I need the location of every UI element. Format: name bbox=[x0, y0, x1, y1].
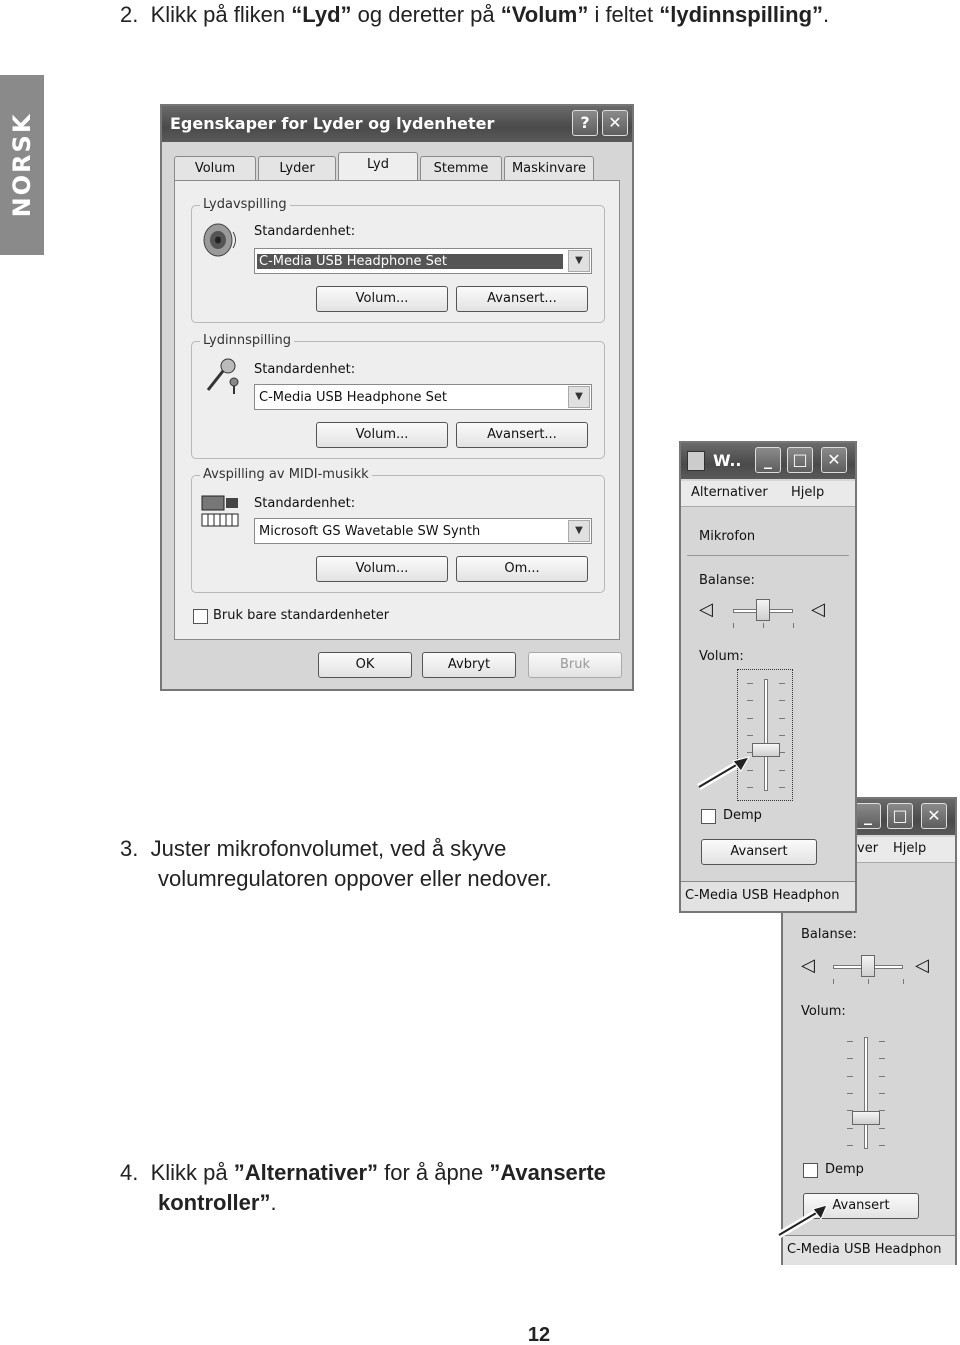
step-bold: “Lyd” bbox=[291, 2, 352, 27]
close-button[interactable]: ✕ bbox=[602, 110, 628, 136]
volume-tick bbox=[847, 1145, 853, 1146]
menu-help[interactable]: Hjelp bbox=[791, 485, 825, 500]
step-text: Klikk på bbox=[150, 1160, 234, 1185]
playback-volume-button[interactable]: Volum... bbox=[316, 286, 448, 312]
default-device-label: Standardenhet: bbox=[254, 224, 356, 239]
playback-advanced-button[interactable]: Avansert... bbox=[456, 286, 588, 312]
menu-alternatives[interactable]: Alternativer bbox=[691, 485, 768, 500]
close-icon[interactable]: ✕ bbox=[821, 447, 847, 473]
playback-device-select[interactable] bbox=[254, 248, 592, 274]
page-number: 12 bbox=[527, 1324, 551, 1345]
select-value: Microsoft GS Wavetable SW Synth bbox=[259, 524, 481, 539]
minimize-icon[interactable]: _ bbox=[755, 447, 781, 473]
mixer-front-titlebar bbox=[681, 443, 855, 479]
menu-help[interactable]: Hjelp bbox=[893, 841, 927, 856]
balance-slider[interactable] bbox=[861, 955, 875, 977]
recording-advanced-button[interactable]: Avansert... bbox=[456, 422, 588, 448]
mute-label: Demp bbox=[723, 808, 762, 823]
volume-tick bbox=[779, 718, 785, 719]
volume-tick bbox=[879, 1058, 885, 1059]
mixer-window-front bbox=[679, 441, 857, 913]
volume-tick bbox=[847, 1058, 853, 1059]
mixer-title: W.. bbox=[713, 451, 742, 470]
recording-device-select[interactable] bbox=[254, 384, 592, 410]
checkbox-label: Bruk bare standardenheter bbox=[213, 608, 390, 623]
step-text: . bbox=[270, 1190, 277, 1215]
volume-tick bbox=[879, 1145, 885, 1146]
balance-tick bbox=[903, 979, 904, 984]
step-number: 4. bbox=[120, 1160, 139, 1185]
tab-panel bbox=[174, 180, 620, 640]
volume-thumb[interactable] bbox=[852, 1111, 880, 1125]
step-text: i feltet bbox=[588, 2, 660, 27]
volume-tick bbox=[747, 700, 753, 701]
chevron-down-icon: ▼ bbox=[568, 250, 590, 272]
step-text: Klikk på fliken bbox=[150, 2, 292, 27]
pointer-arrow-icon bbox=[775, 1199, 835, 1239]
step-bold: ”Avanserte bbox=[489, 1160, 606, 1185]
volume-track bbox=[864, 1037, 868, 1149]
step-number: 3. bbox=[120, 836, 139, 861]
mixer-app-icon bbox=[687, 451, 705, 471]
tab-stemme[interactable]: Stemme bbox=[420, 156, 502, 182]
status-text: C-Media USB Headphon bbox=[685, 888, 840, 903]
midi-about-button[interactable]: Om... bbox=[456, 556, 588, 582]
language-label: NORSK bbox=[8, 112, 36, 218]
select-value: C-Media USB Headphone Set bbox=[257, 254, 563, 269]
microphone-icon bbox=[200, 356, 240, 396]
tab-volum[interactable]: Volum bbox=[174, 156, 256, 182]
maximize-icon[interactable]: □ bbox=[887, 803, 913, 829]
midi-volume-button[interactable]: Volum... bbox=[316, 556, 448, 582]
volume-tick bbox=[847, 1093, 853, 1094]
step-number: 2. bbox=[120, 2, 139, 27]
separator bbox=[687, 555, 849, 556]
default-device-label: Standardenhet: bbox=[254, 362, 356, 377]
volume-tick bbox=[847, 1041, 853, 1042]
dialog-title: Egenskaper for Lyder og lydenheter bbox=[170, 114, 495, 133]
step-text: og deretter på bbox=[351, 2, 501, 27]
speaker-right-icon: ◁ bbox=[915, 955, 929, 976]
volume-tick bbox=[779, 735, 785, 736]
pointer-arrow-icon bbox=[695, 751, 755, 791]
status-bar bbox=[681, 881, 855, 911]
status-bar bbox=[783, 1235, 955, 1265]
step-2 bbox=[120, 0, 940, 30]
midi-group bbox=[191, 467, 605, 593]
speaker-icon bbox=[200, 220, 240, 260]
balance-tick bbox=[733, 623, 734, 628]
step-text: . bbox=[823, 2, 830, 27]
volume-tick bbox=[779, 770, 785, 771]
group-label: Lydavspilling bbox=[200, 197, 290, 212]
step-4 bbox=[120, 1158, 770, 1218]
balance-label: Balanse: bbox=[801, 927, 857, 942]
midi-keyboard-icon bbox=[200, 492, 240, 532]
volume-tick bbox=[747, 718, 753, 719]
advanced-button[interactable]: Avansert bbox=[803, 1193, 919, 1219]
step-3 bbox=[120, 834, 680, 894]
volume-tick bbox=[779, 787, 785, 788]
balance-tick bbox=[868, 979, 869, 984]
dialog-titlebar bbox=[162, 106, 632, 142]
minimize-icon[interactable]: _ bbox=[855, 803, 881, 829]
step-bold: “Volum” bbox=[500, 2, 589, 27]
tab-lyder[interactable]: Lyder bbox=[258, 156, 336, 182]
volume-tick bbox=[779, 700, 785, 701]
step-text: for å åpne bbox=[378, 1160, 490, 1185]
volume-label: Volum: bbox=[699, 649, 744, 664]
step-bold: ”Alternativer” bbox=[233, 1160, 379, 1185]
volume-tick bbox=[747, 683, 753, 684]
volume-track bbox=[764, 679, 768, 791]
default-devices-only-checkbox[interactable] bbox=[193, 609, 208, 624]
select-value: C-Media USB Headphone Set bbox=[259, 390, 447, 405]
volume-tick bbox=[879, 1041, 885, 1042]
language-side-tab bbox=[0, 75, 44, 255]
volume-label: Volum: bbox=[801, 1004, 846, 1019]
volume-tick bbox=[879, 1076, 885, 1077]
tab-maskinvare[interactable]: Maskinvare bbox=[504, 156, 594, 182]
speaker-left-icon: ◁ bbox=[801, 955, 815, 976]
mute-checkbox[interactable] bbox=[701, 809, 716, 824]
mute-checkbox[interactable] bbox=[803, 1163, 818, 1178]
balance-tick bbox=[793, 623, 794, 628]
sound-properties-dialog bbox=[160, 104, 634, 691]
apply-button[interactable]: Bruk bbox=[528, 652, 622, 678]
ok-button[interactable]: OK bbox=[318, 652, 412, 678]
volume-tick bbox=[747, 735, 753, 736]
recording-group bbox=[191, 333, 605, 459]
maximize-icon[interactable]: □ bbox=[787, 447, 813, 473]
close-icon[interactable]: ✕ bbox=[921, 803, 947, 829]
step-bold: kontroller” bbox=[158, 1190, 271, 1215]
group-label: Avspilling av MIDI-musikk bbox=[200, 467, 372, 482]
group-label: Lydinnspilling bbox=[200, 333, 294, 348]
balance-label: Balanse: bbox=[699, 573, 755, 588]
speaker-left-icon: ◁ bbox=[699, 599, 713, 620]
balance-tick bbox=[833, 979, 834, 984]
mixer-front-menu bbox=[681, 481, 855, 507]
step-text: volumregulatoren oppover eller nedover. bbox=[158, 866, 552, 891]
volume-tick bbox=[847, 1128, 853, 1129]
mute-label: Demp bbox=[825, 1162, 864, 1177]
chevron-down-icon: ▼ bbox=[568, 386, 590, 408]
channel-name: Mikrofon bbox=[699, 529, 756, 544]
volume-slider[interactable] bbox=[843, 1037, 889, 1149]
volume-tick bbox=[847, 1076, 853, 1077]
help-button[interactable]: ? bbox=[572, 110, 598, 136]
volume-thumb[interactable] bbox=[752, 743, 780, 757]
step-bold: “lydinnspilling” bbox=[659, 2, 824, 27]
volume-tick bbox=[879, 1093, 885, 1094]
chevron-down-icon: ▼ bbox=[568, 520, 590, 542]
midi-device-select[interactable] bbox=[254, 518, 592, 544]
speaker-right-icon: ◁ bbox=[811, 599, 825, 620]
step-text: Juster mikrofonvolumet, ved å skyve bbox=[150, 836, 507, 861]
balance-tick bbox=[763, 623, 764, 628]
default-device-label: Standardenhet: bbox=[254, 496, 356, 511]
status-text: C-Media USB Headphon bbox=[787, 1242, 942, 1257]
playback-group bbox=[191, 197, 605, 323]
advanced-button[interactable]: Avansert bbox=[701, 839, 817, 865]
recording-volume-button[interactable]: Volum... bbox=[316, 422, 448, 448]
tab-lyd[interactable]: Lyd bbox=[338, 152, 418, 182]
balance-slider[interactable] bbox=[756, 599, 770, 621]
volume-tick bbox=[879, 1128, 885, 1129]
menu-options[interactable]: ver bbox=[857, 841, 879, 856]
volume-tick bbox=[779, 683, 785, 684]
cancel-button[interactable]: Avbryt bbox=[422, 652, 516, 678]
